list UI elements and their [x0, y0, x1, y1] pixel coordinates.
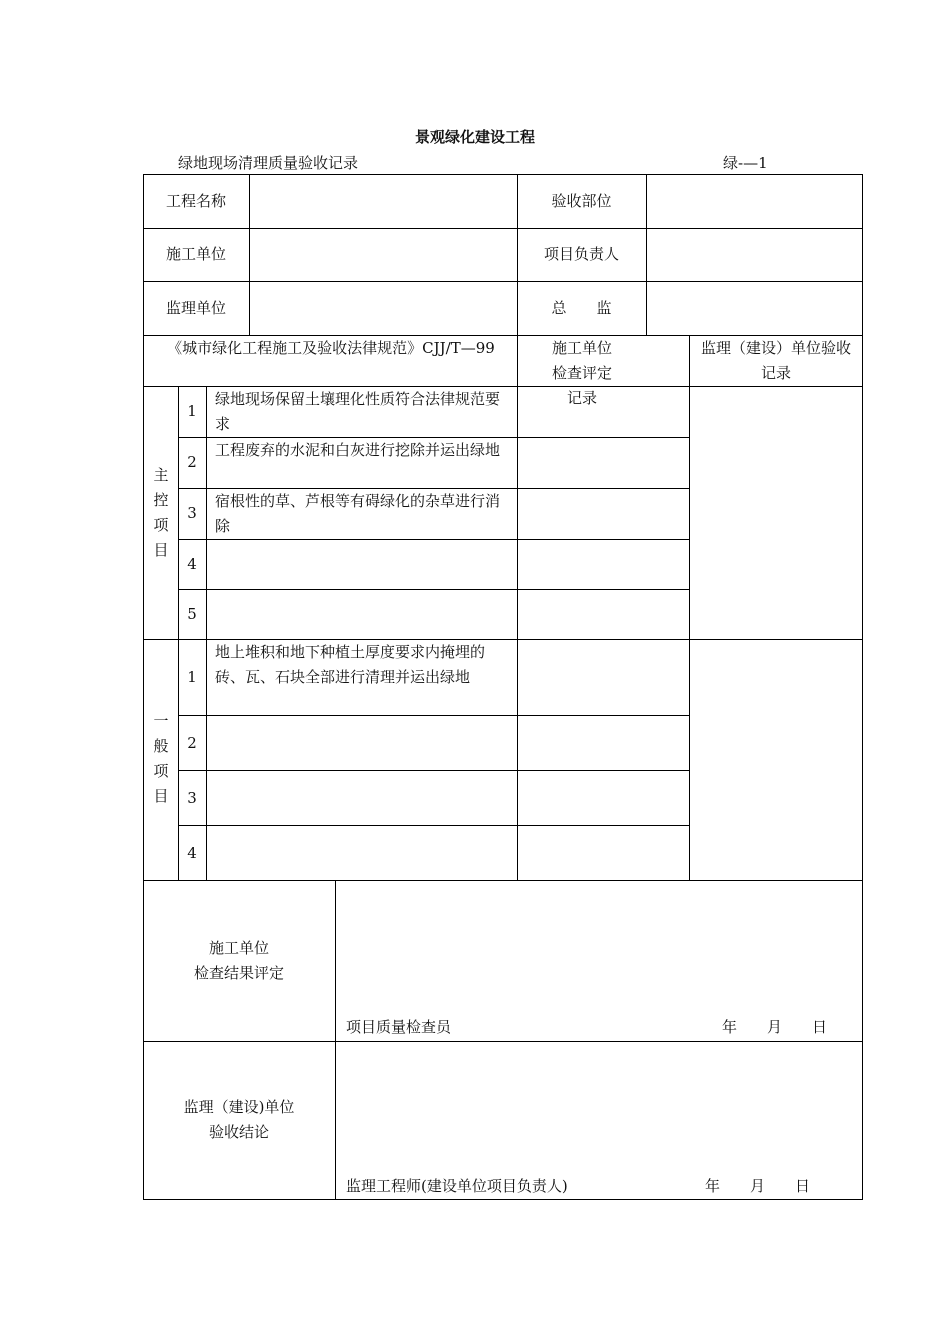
page-title: 景观绿化建设工程 [414, 128, 535, 146]
row-divider [178, 770, 690, 771]
item-text: 宿根性的草、芦根等有碍绿化的杂草进行消除 [215, 492, 501, 535]
supervision-result-label: 监理（建设)单位 [183, 1098, 295, 1116]
quality-inspector-signature-label: 项目质量检查员 [346, 1018, 452, 1036]
row-divider [143, 228, 863, 229]
supervision-check-header: 监理（建设）单位验收记录 [700, 339, 851, 382]
item-number: 3 [187, 504, 197, 522]
construction-unit-label: 施工单位 [165, 245, 226, 263]
item-number: 1 [187, 402, 197, 420]
construction-result-label: 施工单位 [208, 939, 269, 957]
supervision-unit-label: 监理单位 [165, 299, 226, 317]
row-divider [143, 281, 863, 282]
project-name-label: 工程名称 [165, 192, 226, 210]
project-leader-label: 项目负责人 [543, 245, 619, 263]
item-number: 3 [187, 789, 197, 807]
item-number: 2 [187, 734, 197, 752]
item-number: 2 [187, 453, 197, 471]
row-divider [178, 539, 690, 540]
supervision-date-label: 年 月 日 [705, 1177, 811, 1195]
inspection-part-label: 验收部位 [551, 192, 612, 210]
col-divider [689, 335, 690, 880]
item-number: 4 [187, 555, 197, 573]
construction-check-header: 施工单位检查评定记录 [551, 339, 612, 407]
row-divider [178, 589, 690, 590]
col-divider [335, 880, 336, 1200]
main-items-group-label: 主控项目 [153, 466, 169, 559]
construction-result-label-2: 检查结果评定 [193, 964, 284, 982]
row-divider [178, 715, 690, 716]
row-divider [143, 880, 863, 881]
supervision-result-label-2: 验收结论 [208, 1123, 269, 1141]
general-items-group-label: 一般项目 [153, 712, 169, 805]
form-subtitle: 绿地现场清理质量验收记录 [178, 154, 359, 172]
chief-supervisor-label: 总 监 [551, 299, 612, 317]
row-divider [178, 825, 690, 826]
standard-header: 《城市绿化工程施工及验收法律规范》CJJ/T—99 [167, 339, 495, 357]
item-text: 工程废弃的水泥和白灰进行挖除并运出绿地 [215, 441, 501, 459]
col-divider [206, 386, 207, 880]
form-code: 绿-—1 [723, 154, 768, 172]
construction-date-label: 年 月 日 [722, 1018, 828, 1036]
item-number: 1 [187, 668, 197, 686]
item-number: 4 [187, 844, 197, 862]
col-divider [249, 174, 250, 335]
supervising-engineer-signature-label: 监理工程师(建设单位项目负责人) [346, 1177, 568, 1195]
item-text: 地上堆积和地下种植土厚度要求内掩埋的砖、瓦、石块全部进行清理并运出绿地 [215, 643, 486, 686]
item-number: 5 [187, 605, 197, 623]
col-divider [517, 174, 518, 880]
item-text: 绿地现场保留土壤理化性质符合法律规范要求 [215, 390, 501, 433]
col-divider [646, 174, 647, 335]
row-divider [143, 1041, 863, 1042]
